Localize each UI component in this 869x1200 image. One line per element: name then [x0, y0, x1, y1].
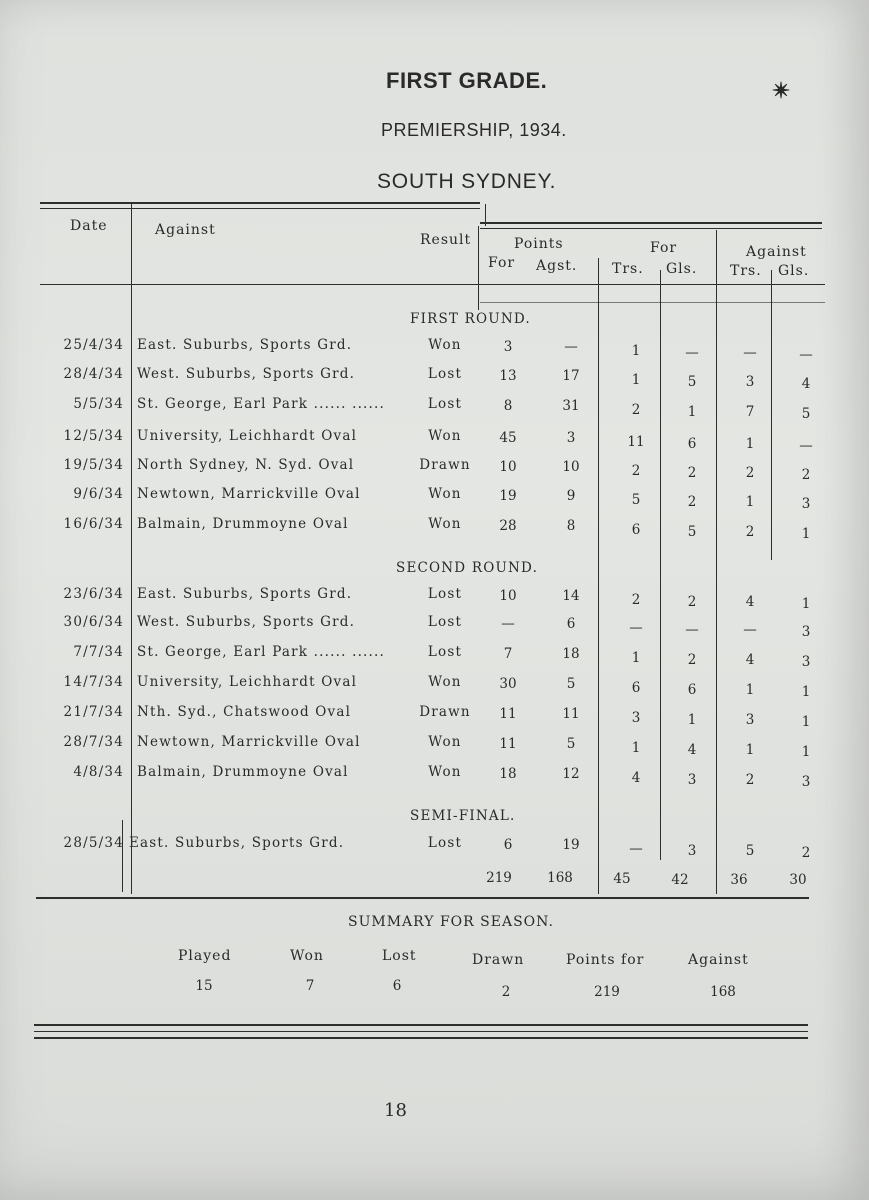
row-date: 14/7/34 [63, 674, 124, 690]
row-points-for: — [501, 616, 515, 632]
row-for-trs: — [629, 841, 643, 857]
row-against-trs: 1 [745, 742, 755, 758]
total-points-agst: 168 [547, 870, 573, 886]
bottom-rule [34, 1024, 808, 1026]
row-for-gls: 1 [687, 712, 697, 728]
row-opponent: North Sydney, N. Syd. Oval [137, 457, 355, 473]
row-date: 28/4/34 [63, 366, 124, 382]
row-against-gls: 1 [801, 744, 811, 760]
row-result: Won [428, 428, 462, 444]
row-result: Lost [427, 614, 463, 630]
col-header-for-trs: Trs. [612, 261, 644, 277]
row-date: 30/6/34 [63, 614, 124, 630]
summary-label: Won [290, 948, 324, 964]
row-result: Lost [427, 396, 463, 412]
row-points-for: 10 [499, 588, 517, 604]
row-for-gls: 2 [687, 494, 697, 510]
section-label: SEMI-FINAL. [410, 808, 516, 824]
row-points-agst: 11 [562, 706, 580, 722]
row-for-trs: 4 [631, 770, 641, 786]
row-opponent: West. Suburbs, Sports Grd. [137, 614, 356, 630]
row-against-trs: 4 [745, 652, 755, 668]
page-number: 18 [384, 1100, 407, 1121]
bottom-rule-3 [34, 1037, 808, 1039]
row-against-gls: 4 [801, 376, 811, 392]
row-against-gls: 1 [801, 684, 811, 700]
row-points-for: 19 [499, 488, 517, 504]
row-for-gls: 5 [687, 524, 697, 540]
row-against-trs: 1 [745, 436, 755, 452]
row-opponent: East. Suburbs, Sports Grd. [137, 337, 353, 353]
row-result: Drawn [419, 457, 471, 473]
row-against-trs: 2 [745, 772, 755, 788]
row-for-trs: 2 [631, 592, 641, 608]
row-against-trs: 4 [745, 594, 755, 610]
ink-mark: ✴ [772, 78, 791, 104]
col-header-against: Against [155, 222, 216, 238]
row-for-trs: 6 [631, 680, 641, 696]
row-date: 25/4/34 [63, 337, 124, 353]
row-result: Lost [427, 366, 463, 382]
row-against-trs: — [743, 622, 757, 638]
row-for-trs: — [629, 620, 643, 636]
row-for-gls: 5 [687, 374, 697, 390]
row-points-agst: 14 [562, 588, 580, 604]
row-points-agst: 31 [562, 398, 580, 414]
row-points-for: 6 [503, 837, 513, 853]
col-rule-for [660, 270, 661, 860]
row-against-gls: 1 [801, 714, 811, 730]
row-against-trs: 3 [745, 712, 755, 728]
top-rule-2 [40, 208, 480, 209]
col-header-for-gls: Gls. [666, 261, 698, 277]
row-date: 21/7/34 [63, 704, 124, 720]
row-against-trs: 1 [745, 494, 755, 510]
row-points-for: 30 [499, 676, 517, 692]
row-points-for: 7 [503, 646, 513, 662]
row-points-agst: 17 [562, 368, 580, 384]
bottom-rule-2 [34, 1031, 808, 1032]
row-points-agst: 3 [566, 430, 576, 446]
row-against-gls: 5 [801, 406, 811, 422]
row-for-trs: 11 [627, 434, 645, 450]
row-opponent: East. Suburbs, Sports Grd. [137, 586, 353, 602]
row-date: 4/8/34 [73, 764, 124, 780]
row-result: Lost [427, 586, 463, 602]
row-points-for: 11 [499, 706, 517, 722]
total-against-gls: 30 [789, 872, 807, 888]
row-opponent: Newtown, Marrickville Oval [137, 734, 361, 750]
row-for-trs: 1 [631, 343, 641, 359]
summary-label: Points for [566, 952, 645, 968]
row-for-trs: 3 [631, 710, 641, 726]
row-date: 16/6/34 [63, 516, 124, 532]
summary-value: 7 [305, 978, 315, 994]
row-for-gls: 6 [687, 682, 697, 698]
row-for-gls: 1 [687, 404, 697, 420]
row-opponent: Newtown, Marrickville Oval [137, 486, 361, 502]
col-rule-against [716, 230, 717, 894]
row-against-gls: — [799, 438, 813, 454]
summary-label: Played [178, 948, 232, 964]
summary-label: Drawn [472, 952, 525, 968]
row-against-trs: 5 [745, 843, 755, 859]
summary-value: 2 [501, 984, 511, 1000]
row-for-gls: 3 [687, 772, 697, 788]
row-points-agst: 6 [566, 616, 576, 632]
summary-title: SUMMARY FOR SEASON. [348, 914, 554, 930]
row-for-gls: 6 [687, 436, 697, 452]
row-for-gls: 2 [687, 652, 697, 668]
row-opponent: St. George, Earl Park ...... ...... [137, 644, 386, 660]
row-result: Won [428, 337, 462, 353]
page-subtitle: PREMIERSHIP, 1934. [381, 120, 567, 140]
row-against-gls: 3 [801, 774, 811, 790]
row-against-gls: — [799, 347, 813, 363]
row-result: Won [428, 764, 462, 780]
col-rule-date-lower [122, 820, 123, 892]
row-result: Won [428, 486, 462, 502]
row-result: Drawn [419, 704, 471, 720]
row-points-for: 11 [499, 736, 517, 752]
row-points-for: 3 [503, 339, 513, 355]
col-rule-points [598, 258, 599, 894]
total-for-gls: 42 [671, 872, 689, 888]
row-result: Won [428, 734, 462, 750]
summary-value: 219 [594, 984, 620, 1000]
row-points-agst: 12 [562, 766, 580, 782]
col-header-points-agst: Agst. [536, 258, 578, 274]
row-against-trs: 1 [745, 682, 755, 698]
row-points-agst: 19 [562, 837, 580, 853]
row-for-trs: 6 [631, 522, 641, 538]
row-opponent: Balmain, Drummoyne Oval [137, 516, 349, 532]
row-opponent: St. George, Earl Park ...... ...... [137, 396, 386, 412]
col-rule-against-gls [771, 270, 772, 560]
col-header-against-gls: Gls. [778, 263, 810, 279]
row-opponent: University, Leichhardt Oval [137, 428, 358, 444]
page-title: FIRST GRADE. [386, 68, 548, 93]
row-points-for: 8 [503, 398, 513, 414]
row-opponent: Nth. Syd., Chatswood Oval [137, 704, 352, 720]
row-date: 23/6/34 [63, 586, 124, 602]
row-date: 28/5/34 [63, 835, 124, 851]
row-against-gls: 1 [801, 596, 811, 612]
row-against-gls: 3 [801, 496, 811, 512]
row-for-gls: 3 [687, 843, 697, 859]
row-points-agst: 8 [566, 518, 576, 534]
row-for-gls: 2 [687, 465, 697, 481]
row-points-agst: 10 [562, 459, 580, 475]
row-for-trs: 1 [631, 372, 641, 388]
col-header-result: Result [420, 232, 472, 248]
row-points-for: 18 [499, 766, 517, 782]
row-points-agst: 18 [562, 646, 580, 662]
row-date: 9/6/34 [73, 486, 124, 502]
row-date: 12/5/34 [63, 428, 124, 444]
top-rule-right-2 [480, 228, 822, 229]
row-against-trs: 2 [745, 465, 755, 481]
row-against-trs: 2 [745, 524, 755, 540]
top-rule-right [480, 222, 822, 224]
row-result: Lost [427, 835, 463, 851]
col-header-against-trs: Trs. [730, 263, 762, 279]
row-for-trs: 2 [631, 402, 641, 418]
row-date: 5/5/34 [73, 396, 124, 412]
section-label: SECOND ROUND. [396, 560, 539, 576]
row-points-for: 10 [499, 459, 517, 475]
row-points-agst: 5 [566, 676, 576, 692]
row-against-gls: 2 [801, 845, 811, 861]
col-rule-result [478, 226, 479, 310]
team-name: SOUTH SYDNEY. [377, 170, 557, 193]
summary-value: 6 [392, 978, 402, 994]
col-rule-result-top [485, 204, 486, 226]
row-for-gls: 4 [687, 742, 697, 758]
table-bottom-rule [36, 897, 809, 899]
row-opponent: Balmain, Drummoyne Oval [137, 764, 349, 780]
row-for-gls: — [685, 622, 699, 638]
row-points-for: 45 [499, 430, 517, 446]
col-rule-date [131, 204, 132, 894]
row-for-gls: 2 [687, 594, 697, 610]
row-points-for: 28 [499, 518, 517, 534]
row-against-trs: 3 [745, 374, 755, 390]
summary-label: Lost [382, 948, 417, 964]
row-result: Lost [427, 644, 463, 660]
row-result: Won [428, 674, 462, 690]
row-points-agst: — [564, 339, 578, 355]
row-for-trs: 1 [631, 740, 641, 756]
col-header-points: Points [514, 236, 564, 252]
row-points-agst: 5 [566, 736, 576, 752]
section-label: FIRST ROUND. [410, 311, 531, 327]
row-for-trs: 5 [631, 492, 641, 508]
col-header-against-group: Against [746, 244, 807, 260]
row-result: Won [428, 516, 462, 532]
row-opponent: University, Leichhardt Oval [137, 674, 358, 690]
total-against-trs: 36 [730, 872, 748, 888]
summary-value: 168 [710, 984, 736, 1000]
col-header-points-for: For [488, 255, 516, 271]
row-points-for: 13 [499, 368, 517, 384]
row-for-gls: — [685, 345, 699, 361]
row-against-gls: 3 [801, 624, 811, 640]
row-against-gls: 1 [801, 526, 811, 542]
total-for-trs: 45 [613, 871, 631, 887]
col-header-for: For [650, 240, 678, 256]
row-for-trs: 2 [631, 463, 641, 479]
total-points-for: 219 [486, 870, 512, 886]
summary-value: 15 [195, 978, 213, 994]
header-rule [40, 284, 825, 285]
row-against-gls: 3 [801, 654, 811, 670]
summary-label: Against [688, 952, 749, 968]
row-date: 28/7/34 [63, 734, 124, 750]
row-opponent: East. Suburbs, Sports Grd. [129, 835, 345, 851]
row-against-trs: — [743, 345, 757, 361]
row-opponent: West. Suburbs, Sports Grd. [137, 366, 356, 382]
row-against-trs: 7 [745, 404, 755, 420]
row-for-trs: 1 [631, 650, 641, 666]
row-date: 7/7/34 [73, 644, 124, 660]
top-rule [40, 202, 480, 204]
row-points-agst: 9 [566, 488, 576, 504]
header-rule-dashed [480, 302, 825, 303]
row-date: 19/5/34 [63, 457, 124, 473]
row-against-gls: 2 [801, 467, 811, 483]
col-header-date: Date [70, 218, 108, 234]
